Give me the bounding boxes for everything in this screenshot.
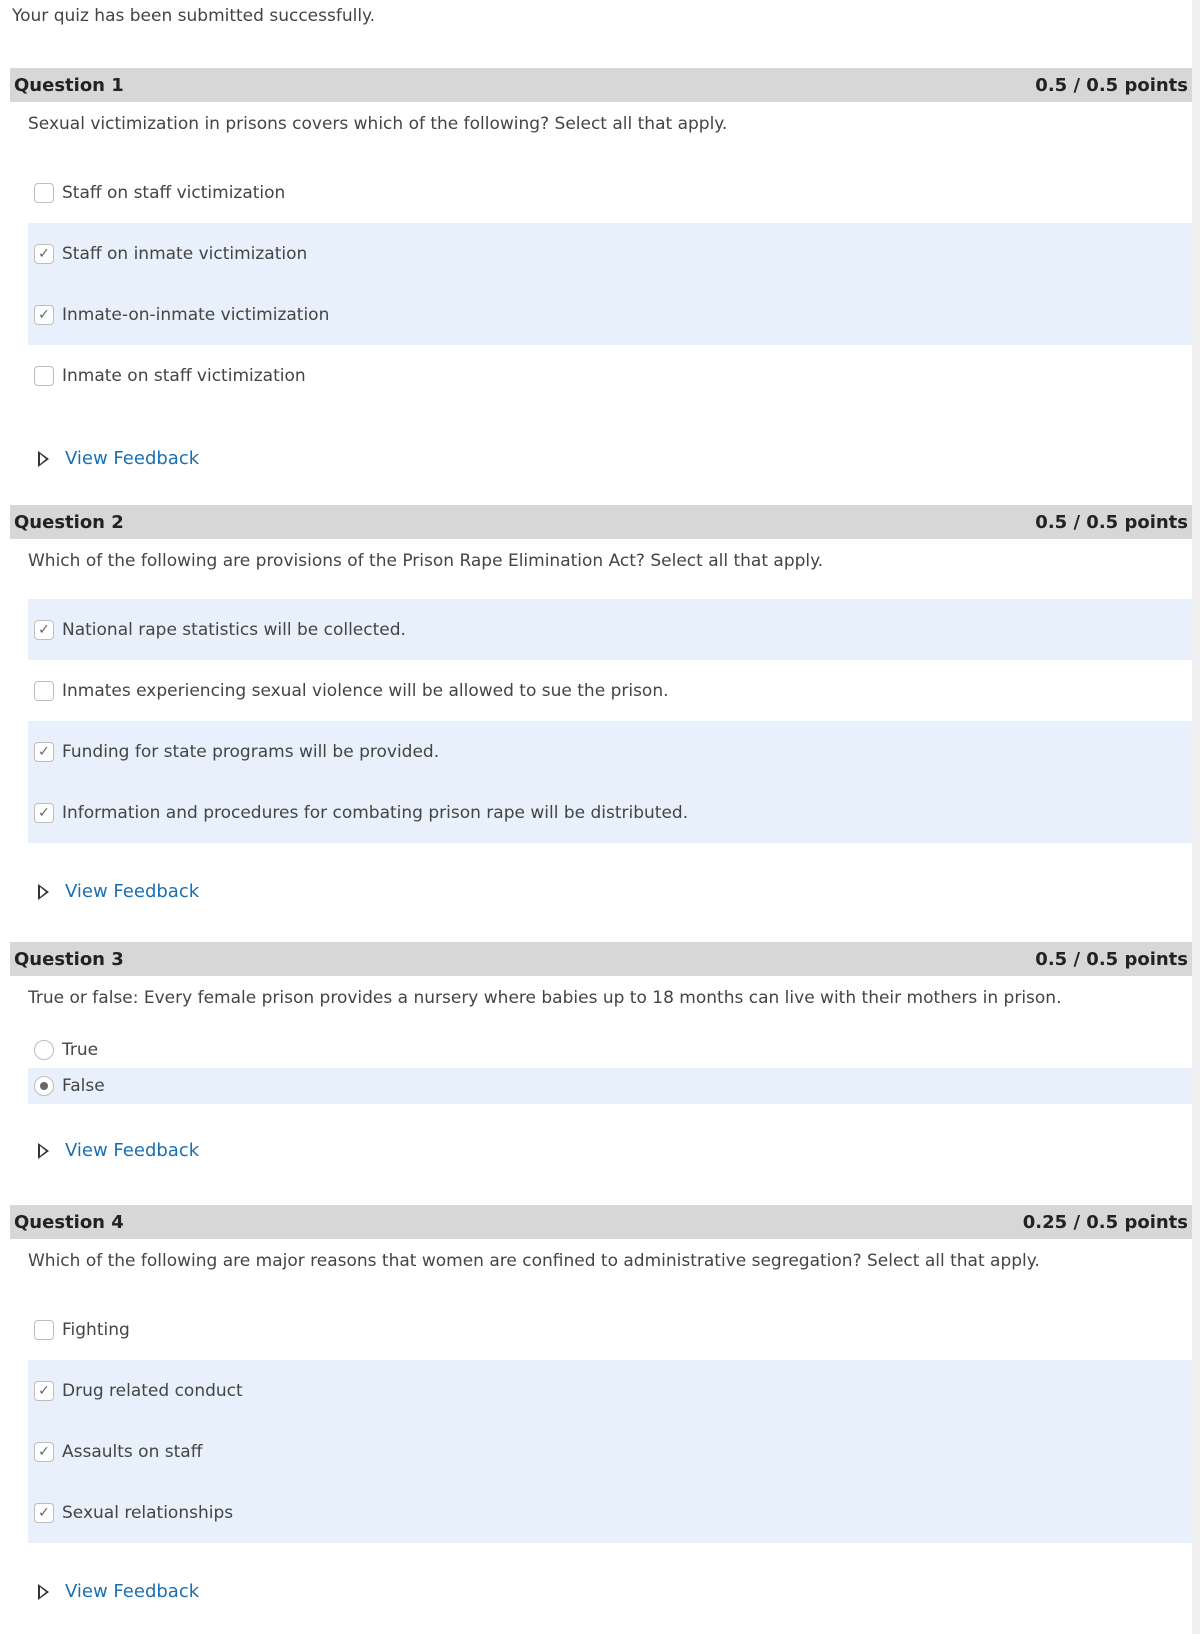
checkbox-checked-icon[interactable]: ✓ (34, 803, 54, 823)
checkbox-checked-icon[interactable]: ✓ (34, 742, 54, 762)
answer-option[interactable] (28, 1299, 1192, 1360)
answer-option[interactable] (28, 1032, 1192, 1068)
answer-option-selected[interactable] (28, 223, 1192, 284)
question-3 (10, 942, 1192, 1161)
answer-option-selected[interactable] (28, 721, 1192, 782)
view-feedback-toggle[interactable] (38, 881, 1192, 902)
option-label: Funding for state programs will be provided. (62, 741, 440, 762)
checkbox-checked-icon[interactable]: ✓ (34, 1381, 54, 1401)
question-title: Question 1 (14, 74, 124, 96)
question-title: Question 2 (14, 511, 124, 533)
answer-option-selected[interactable] (28, 1421, 1192, 1482)
answer-options (28, 1299, 1192, 1543)
expand-triangle-icon (38, 884, 49, 900)
answer-option-selected[interactable] (28, 1068, 1192, 1104)
checkbox-checked-icon[interactable]: ✓ (34, 1442, 54, 1462)
question-text: Which of the following are provisions of the Prison Rape Elimination Act? Select all that apply. (28, 551, 824, 571)
answer-options (28, 162, 1192, 406)
answer-option-selected[interactable] (28, 599, 1192, 660)
question-score: 0.5 / 0.5 points (1035, 511, 1188, 533)
radio-selected-icon[interactable] (34, 1076, 54, 1096)
checkbox-checked-icon[interactable]: ✓ (34, 244, 54, 264)
answer-option[interactable] (28, 162, 1192, 223)
view-feedback-link[interactable]: View Feedback (65, 1140, 200, 1161)
question-text: True or false: Every female prison provides a nursery where babies up to 18 months can live with their mothers in prison. (28, 988, 1062, 1008)
checkbox-unchecked[interactable] (34, 681, 54, 701)
question-header (10, 68, 1192, 102)
checkbox-checked-icon[interactable]: ✓ (34, 1503, 54, 1523)
expand-triangle-icon (38, 1143, 49, 1159)
question-header (10, 505, 1192, 539)
submission-status-message: Your quiz has been submitted successfully. (12, 6, 376, 26)
option-label: Drug related conduct (62, 1380, 243, 1401)
checkbox-checked-icon[interactable]: ✓ (34, 305, 54, 325)
option-label: Sexual relationships (62, 1502, 234, 1523)
question-header (10, 1205, 1192, 1239)
question-title: Question 4 (14, 1211, 124, 1233)
question-1 (10, 68, 1192, 469)
checkbox-unchecked[interactable] (34, 183, 54, 203)
question-text: Sexual victimization in prisons covers which of the following? Select all that apply. (28, 114, 728, 134)
answer-option[interactable] (28, 345, 1192, 406)
option-label: Inmates experiencing sexual violence will be allowed to sue the prison. (62, 680, 669, 701)
option-label: Inmate on staff victimization (62, 365, 306, 386)
view-feedback-link[interactable]: View Feedback (65, 1581, 200, 1602)
option-label: Staff on inmate victimization (62, 243, 308, 264)
answer-option[interactable] (28, 660, 1192, 721)
option-label: False (62, 1076, 105, 1096)
option-label: True (62, 1040, 99, 1060)
answer-options (28, 599, 1192, 843)
expand-triangle-icon (38, 1584, 49, 1600)
question-text: Which of the following are major reasons that women are confined to administrative segregation? Select all that apply. (28, 1251, 1040, 1271)
question-score: 0.5 / 0.5 points (1035, 74, 1188, 96)
view-feedback-link[interactable]: View Feedback (65, 448, 200, 469)
expand-triangle-icon (38, 451, 49, 467)
scrollbar-track[interactable] (1192, 0, 1200, 1634)
question-header (10, 942, 1192, 976)
option-label: National rape statistics will be collected. (62, 619, 406, 640)
question-title: Question 3 (14, 948, 124, 970)
view-feedback-toggle[interactable] (38, 1581, 1192, 1602)
option-label: Information and procedures for combating prison rape will be distributed. (62, 802, 689, 823)
checkbox-unchecked[interactable] (34, 1320, 54, 1340)
view-feedback-toggle[interactable] (38, 448, 1192, 469)
option-label: Staff on staff victimization (62, 182, 286, 203)
answer-option-selected[interactable] (28, 782, 1192, 843)
option-label: Assaults on staff (62, 1441, 203, 1462)
answer-option-selected[interactable] (28, 1360, 1192, 1421)
question-score: 0.5 / 0.5 points (1035, 948, 1188, 970)
question-2 (10, 505, 1192, 902)
view-feedback-link[interactable]: View Feedback (65, 881, 200, 902)
checkbox-unchecked[interactable] (34, 366, 54, 386)
question-4 (10, 1205, 1192, 1602)
view-feedback-toggle[interactable] (38, 1140, 1192, 1161)
option-label: Fighting (62, 1319, 130, 1340)
checkbox-checked-icon[interactable]: ✓ (34, 620, 54, 640)
option-label: Inmate-on-inmate victimization (62, 304, 330, 325)
question-score: 0.25 / 0.5 points (1022, 1211, 1188, 1233)
answer-options (28, 1032, 1192, 1104)
answer-option-selected[interactable] (28, 284, 1192, 345)
answer-option-selected[interactable] (28, 1482, 1192, 1543)
radio-unselected[interactable] (34, 1040, 54, 1060)
